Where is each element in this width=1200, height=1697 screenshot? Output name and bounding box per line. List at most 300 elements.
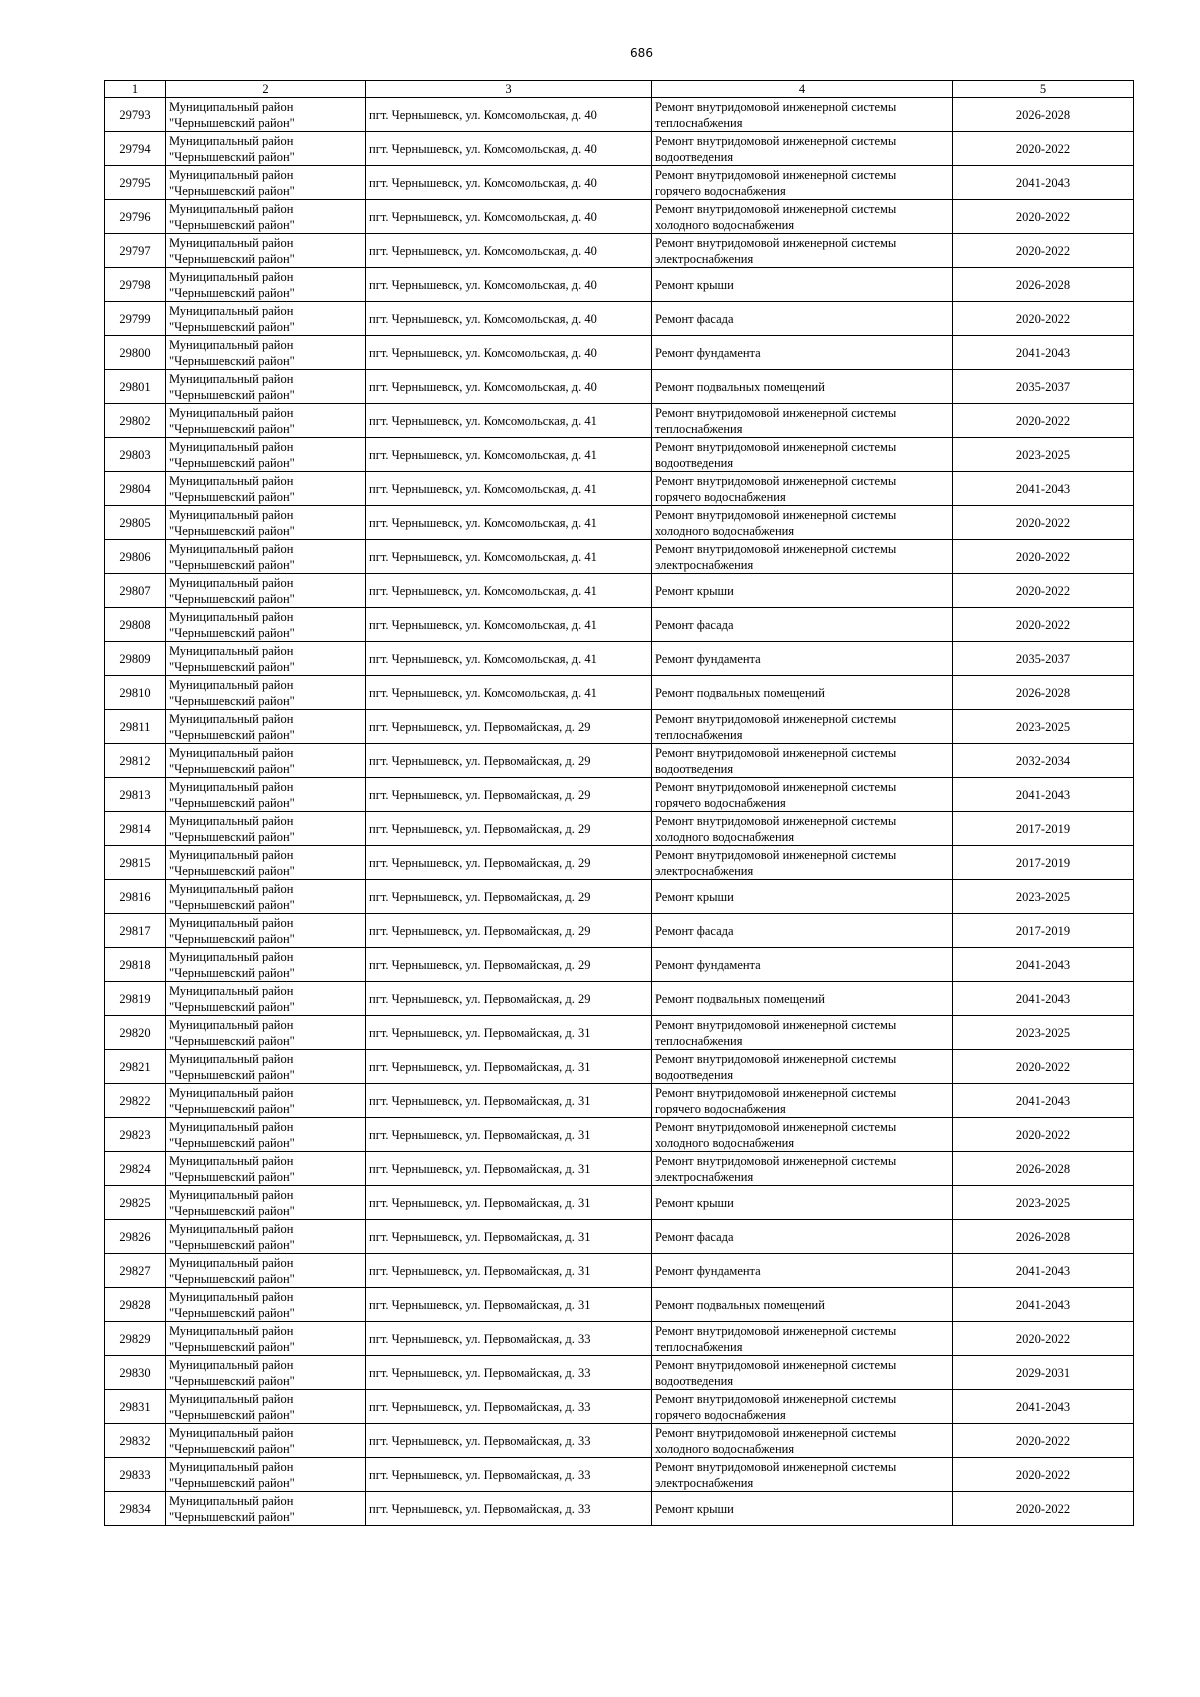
work-type-line: теплоснабжения <box>655 1033 743 1048</box>
work-type-cell <box>652 1322 953 1356</box>
work-type-line: горячего водоснабжения <box>655 183 786 198</box>
work-type-cell <box>652 1152 953 1186</box>
table-row <box>105 200 1134 234</box>
row-number-cell: 29806 <box>105 540 166 574</box>
row-number-cell: 29799 <box>105 302 166 336</box>
district-cell <box>166 744 366 778</box>
district-cell <box>166 1492 366 1526</box>
row-number-cell: 29834 <box>105 1492 166 1526</box>
row-number-cell: 29803 <box>105 438 166 472</box>
period-cell: 2017-2019 <box>953 812 1134 846</box>
row-number-cell: 29828 <box>105 1288 166 1322</box>
district-line: "Чернышевский район" <box>169 897 295 912</box>
work-type-cell <box>652 404 953 438</box>
work-type-cell <box>652 268 953 302</box>
address-cell: пгт. Чернышевск, ул. Первомайская, д. 31 <box>366 1288 652 1322</box>
row-number-cell: 29830 <box>105 1356 166 1390</box>
district-cell <box>166 1424 366 1458</box>
work-type-line: холодного водоснабжения <box>655 829 795 844</box>
district-line: "Чернышевский район" <box>169 727 295 742</box>
period-cell: 2020-2022 <box>953 234 1134 268</box>
work-type-line: горячего водоснабжения <box>655 1101 786 1116</box>
work-type-line: Ремонт внутридомовой инженерной системы <box>655 1391 897 1406</box>
period-cell: 2020-2022 <box>953 132 1134 166</box>
district-line: "Чернышевский район" <box>169 625 295 640</box>
column-header: 4 <box>652 81 953 98</box>
row-number-cell: 29809 <box>105 642 166 676</box>
district-cell <box>166 1390 366 1424</box>
work-type-line: теплоснабжения <box>655 115 743 130</box>
period-cell: 2041-2043 <box>953 1254 1134 1288</box>
period-cell: 2017-2019 <box>953 914 1134 948</box>
row-number-cell: 29829 <box>105 1322 166 1356</box>
work-type-cell <box>652 1186 953 1220</box>
work-type-line: холодного водоснабжения <box>655 1135 795 1150</box>
district-line: "Чернышевский район" <box>169 1373 295 1388</box>
table-row <box>105 98 1134 132</box>
address-cell: пгт. Чернышевск, ул. Комсомольская, д. 41 <box>366 574 652 608</box>
period-cell: 2020-2022 <box>953 608 1134 642</box>
district-cell <box>166 472 366 506</box>
row-number-cell: 29823 <box>105 1118 166 1152</box>
row-number-cell: 29827 <box>105 1254 166 1288</box>
work-type-cell <box>652 1254 953 1288</box>
district-cell <box>166 1016 366 1050</box>
work-type-line: Ремонт внутридомовой инженерной системы <box>655 473 897 488</box>
table-row <box>105 676 1134 710</box>
district-cell <box>166 132 366 166</box>
address-cell: пгт. Чернышевск, ул. Комсомольская, д. 40 <box>366 268 652 302</box>
district-line: "Чернышевский район" <box>169 115 295 130</box>
row-number-cell: 29821 <box>105 1050 166 1084</box>
work-type-line: горячего водоснабжения <box>655 489 786 504</box>
table-row <box>105 438 1134 472</box>
district-cell <box>166 268 366 302</box>
table-row <box>105 1390 1134 1424</box>
work-type-cell <box>652 948 953 982</box>
row-number-cell: 29797 <box>105 234 166 268</box>
address-cell: пгт. Чернышевск, ул. Первомайская, д. 33 <box>366 1458 652 1492</box>
address-cell: пгт. Чернышевск, ул. Первомайская, д. 33 <box>366 1424 652 1458</box>
work-type-line: электроснабжения <box>655 557 754 572</box>
period-cell: 2023-2025 <box>953 438 1134 472</box>
work-type-cell <box>652 1458 953 1492</box>
district-cell <box>166 302 366 336</box>
district-line: "Чернышевский район" <box>169 251 295 266</box>
district-line: Муниципальный район <box>169 1085 294 1100</box>
work-type-cell <box>652 1288 953 1322</box>
row-number-cell: 29832 <box>105 1424 166 1458</box>
district-line: "Чернышевский район" <box>169 1237 295 1252</box>
district-line: Муниципальный район <box>169 677 294 692</box>
district-line: "Чернышевский район" <box>169 965 295 980</box>
work-type-cell <box>652 914 953 948</box>
table-row <box>105 778 1134 812</box>
district-cell <box>166 846 366 880</box>
district-line: "Чернышевский район" <box>169 1203 295 1218</box>
district-line: Муниципальный район <box>169 269 294 284</box>
row-number-cell: 29818 <box>105 948 166 982</box>
period-cell: 2041-2043 <box>953 336 1134 370</box>
work-type-cell <box>652 778 953 812</box>
district-cell <box>166 438 366 472</box>
period-cell: 2017-2019 <box>953 846 1134 880</box>
district-line: "Чернышевский район" <box>169 285 295 300</box>
table-row <box>105 1050 1134 1084</box>
district-line: Муниципальный район <box>169 711 294 726</box>
work-type-line: Ремонт крыши <box>655 277 734 292</box>
work-type-cell <box>652 1118 953 1152</box>
period-cell: 2026-2028 <box>953 1152 1134 1186</box>
district-line: Муниципальный район <box>169 439 294 454</box>
address-cell: пгт. Чернышевск, ул. Комсомольская, д. 41 <box>366 404 652 438</box>
work-type-line: Ремонт фасада <box>655 1229 734 1244</box>
period-cell: 2020-2022 <box>953 1458 1134 1492</box>
table-row <box>105 1084 1134 1118</box>
table-row <box>105 234 1134 268</box>
work-type-line: Ремонт внутридомовой инженерной системы <box>655 235 897 250</box>
table-row <box>105 1254 1134 1288</box>
work-type-cell <box>652 1492 953 1526</box>
period-cell: 2020-2022 <box>953 1424 1134 1458</box>
row-number-cell: 29794 <box>105 132 166 166</box>
table-row <box>105 574 1134 608</box>
address-cell: пгт. Чернышевск, ул. Комсомольская, д. 40 <box>366 234 652 268</box>
district-cell <box>166 608 366 642</box>
table-row <box>105 268 1134 302</box>
district-line: Муниципальный район <box>169 133 294 148</box>
district-line: "Чернышевский район" <box>169 489 295 504</box>
work-type-line: Ремонт внутридомовой инженерной системы <box>655 1459 897 1474</box>
work-type-line: теплоснабжения <box>655 421 743 436</box>
address-cell: пгт. Чернышевск, ул. Первомайская, д. 31 <box>366 1016 652 1050</box>
district-line: "Чернышевский район" <box>169 319 295 334</box>
work-type-cell <box>652 1084 953 1118</box>
period-cell: 2041-2043 <box>953 1288 1134 1322</box>
work-type-line: Ремонт внутридомовой инженерной системы <box>655 779 897 794</box>
address-cell: пгт. Чернышевск, ул. Комсомольская, д. 40 <box>366 302 652 336</box>
period-cell: 2020-2022 <box>953 1118 1134 1152</box>
district-cell <box>166 812 366 846</box>
district-line: Муниципальный район <box>169 1323 294 1338</box>
row-number-cell: 29802 <box>105 404 166 438</box>
work-type-line: Ремонт фасада <box>655 923 734 938</box>
period-cell: 2020-2022 <box>953 1050 1134 1084</box>
address-cell: пгт. Чернышевск, ул. Первомайская, д. 29 <box>366 914 652 948</box>
work-type-line: Ремонт внутридомовой инженерной системы <box>655 813 897 828</box>
district-line: "Чернышевский район" <box>169 1271 295 1286</box>
table-row <box>105 1220 1134 1254</box>
district-line: "Чернышевский район" <box>169 149 295 164</box>
district-cell <box>166 778 366 812</box>
address-cell: пгт. Чернышевск, ул. Первомайская, д. 33 <box>366 1492 652 1526</box>
district-line: Муниципальный район <box>169 915 294 930</box>
table-row <box>105 1492 1134 1526</box>
district-cell <box>166 1254 366 1288</box>
district-line: Муниципальный район <box>169 303 294 318</box>
period-cell: 2041-2043 <box>953 472 1134 506</box>
district-line: Муниципальный район <box>169 507 294 522</box>
address-cell: пгт. Чернышевск, ул. Первомайская, д. 31 <box>366 1220 652 1254</box>
district-line: "Чернышевский район" <box>169 557 295 572</box>
work-type-line: Ремонт фасада <box>655 617 734 632</box>
district-line: Муниципальный район <box>169 575 294 590</box>
district-line: "Чернышевский район" <box>169 999 295 1014</box>
district-line: Муниципальный район <box>169 813 294 828</box>
work-type-line: электроснабжения <box>655 251 754 266</box>
address-cell: пгт. Чернышевск, ул. Комсомольская, д. 40 <box>366 200 652 234</box>
work-type-cell <box>652 676 953 710</box>
period-cell: 2041-2043 <box>953 1084 1134 1118</box>
district-line: "Чернышевский район" <box>169 1339 295 1354</box>
row-number-cell: 29825 <box>105 1186 166 1220</box>
district-line: "Чернышевский район" <box>169 353 295 368</box>
district-line: "Чернышевский район" <box>169 795 295 810</box>
table-row <box>105 710 1134 744</box>
row-number-cell: 29813 <box>105 778 166 812</box>
table-row <box>105 948 1134 982</box>
work-type-cell <box>652 98 953 132</box>
work-type-line: Ремонт подвальных помещений <box>655 685 825 700</box>
work-type-line: водоотведения <box>655 761 734 776</box>
table-row <box>105 642 1134 676</box>
work-type-line: Ремонт подвальных помещений <box>655 379 825 394</box>
row-number-cell: 29831 <box>105 1390 166 1424</box>
district-line: Муниципальный район <box>169 201 294 216</box>
work-type-line: горячего водоснабжения <box>655 1407 786 1422</box>
table-row <box>105 540 1134 574</box>
district-line: Муниципальный район <box>169 745 294 760</box>
district-line: "Чернышевский район" <box>169 761 295 776</box>
address-cell: пгт. Чернышевск, ул. Первомайская, д. 29 <box>366 778 652 812</box>
address-cell: пгт. Чернышевск, ул. Комсомольская, д. 41 <box>366 472 652 506</box>
address-cell: пгт. Чернышевск, ул. Первомайская, д. 33 <box>366 1322 652 1356</box>
row-number-cell: 29798 <box>105 268 166 302</box>
district-cell <box>166 540 366 574</box>
row-number-cell: 29814 <box>105 812 166 846</box>
period-cell: 2041-2043 <box>953 982 1134 1016</box>
work-type-line: Ремонт внутридомовой инженерной системы <box>655 405 897 420</box>
work-type-cell <box>652 234 953 268</box>
address-cell: пгт. Чернышевск, ул. Комсомольская, д. 41 <box>366 540 652 574</box>
table-row <box>105 880 1134 914</box>
address-cell: пгт. Чернышевск, ул. Первомайская, д. 33 <box>366 1390 652 1424</box>
table-row <box>105 1356 1134 1390</box>
district-cell <box>166 506 366 540</box>
row-number-cell: 29804 <box>105 472 166 506</box>
district-cell <box>166 710 366 744</box>
table-row <box>105 1322 1134 1356</box>
district-cell <box>166 336 366 370</box>
work-type-cell <box>652 1424 953 1458</box>
work-type-line: водоотведения <box>655 455 734 470</box>
period-cell: 2020-2022 <box>953 574 1134 608</box>
work-type-line: Ремонт внутридомовой инженерной системы <box>655 201 897 216</box>
table-row <box>105 1152 1134 1186</box>
district-line: "Чернышевский район" <box>169 1033 295 1048</box>
address-cell: пгт. Чернышевск, ул. Первомайская, д. 31 <box>366 1254 652 1288</box>
period-cell: 2035-2037 <box>953 370 1134 404</box>
table-header-row <box>105 81 1134 98</box>
district-line: "Чернышевский район" <box>169 217 295 232</box>
work-type-line: Ремонт внутридомовой инженерной системы <box>655 1153 897 1168</box>
district-cell <box>166 1050 366 1084</box>
work-type-line: теплоснабжения <box>655 1339 743 1354</box>
row-number-cell: 29822 <box>105 1084 166 1118</box>
work-type-line: Ремонт внутридомовой инженерной системы <box>655 1119 897 1134</box>
district-line: Муниципальный район <box>169 609 294 624</box>
period-cell: 2041-2043 <box>953 1390 1134 1424</box>
row-number-cell: 29820 <box>105 1016 166 1050</box>
work-type-cell <box>652 982 953 1016</box>
district-line: Муниципальный район <box>169 541 294 556</box>
district-line: Муниципальный район <box>169 1459 294 1474</box>
district-line: "Чернышевский район" <box>169 1101 295 1116</box>
district-line: Муниципальный район <box>169 949 294 964</box>
work-type-cell <box>652 166 953 200</box>
district-line: "Чернышевский район" <box>169 659 295 674</box>
address-cell: пгт. Чернышевск, ул. Комсомольская, д. 41 <box>366 438 652 472</box>
work-type-line: Ремонт фундамента <box>655 957 761 972</box>
work-type-cell <box>652 336 953 370</box>
address-cell: пгт. Чернышевск, ул. Первомайская, д. 29 <box>366 710 652 744</box>
address-cell: пгт. Чернышевск, ул. Первомайская, д. 29 <box>366 812 652 846</box>
district-line: "Чернышевский район" <box>169 1067 295 1082</box>
work-type-line: электроснабжения <box>655 1475 754 1490</box>
period-cell: 2020-2022 <box>953 1492 1134 1526</box>
row-number-cell: 29800 <box>105 336 166 370</box>
work-type-cell <box>652 1220 953 1254</box>
period-cell: 2041-2043 <box>953 778 1134 812</box>
district-line: "Чернышевский район" <box>169 693 295 708</box>
district-line: "Чернышевский район" <box>169 387 295 402</box>
column-header: 3 <box>366 81 652 98</box>
district-cell <box>166 1458 366 1492</box>
address-cell: пгт. Чернышевск, ул. Комсомольская, д. 41 <box>366 642 652 676</box>
work-type-cell <box>652 846 953 880</box>
district-line: Муниципальный район <box>169 99 294 114</box>
district-line: Муниципальный район <box>169 1289 294 1304</box>
work-type-line: Ремонт подвальных помещений <box>655 991 825 1006</box>
address-cell: пгт. Чернышевск, ул. Первомайская, д. 29 <box>366 880 652 914</box>
district-cell <box>166 1084 366 1118</box>
work-type-line: Ремонт внутридомовой инженерной системы <box>655 507 897 522</box>
district-cell <box>166 1186 366 1220</box>
work-type-line: горячего водоснабжения <box>655 795 786 810</box>
work-type-line: водоотведения <box>655 1373 734 1388</box>
work-type-line: Ремонт крыши <box>655 889 734 904</box>
district-line: Муниципальный район <box>169 1187 294 1202</box>
work-type-line: Ремонт внутридомовой инженерной системы <box>655 1017 897 1032</box>
table-row <box>105 982 1134 1016</box>
table-row <box>105 608 1134 642</box>
address-cell: пгт. Чернышевск, ул. Первомайская, д. 31 <box>366 1118 652 1152</box>
work-type-cell <box>652 710 953 744</box>
work-type-cell <box>652 1390 953 1424</box>
row-number-cell: 29816 <box>105 880 166 914</box>
row-number-cell: 29819 <box>105 982 166 1016</box>
district-line: "Чернышевский район" <box>169 1305 295 1320</box>
district-cell <box>166 200 366 234</box>
work-type-cell <box>652 438 953 472</box>
column-header: 1 <box>105 81 166 98</box>
district-line: "Чернышевский район" <box>169 183 295 198</box>
address-cell: пгт. Чернышевск, ул. Первомайская, д. 29 <box>366 948 652 982</box>
table-body <box>105 98 1134 1526</box>
district-cell <box>166 574 366 608</box>
district-cell <box>166 370 366 404</box>
district-line: Муниципальный район <box>169 235 294 250</box>
district-line: "Чернышевский район" <box>169 931 295 946</box>
work-type-line: Ремонт внутридомовой инженерной системы <box>655 99 897 114</box>
period-cell: 2020-2022 <box>953 200 1134 234</box>
work-type-cell <box>652 744 953 778</box>
address-cell: пгт. Чернышевск, ул. Комсомольская, д. 40 <box>366 166 652 200</box>
work-type-line: Ремонт внутридомовой инженерной системы <box>655 439 897 454</box>
work-type-cell <box>652 1016 953 1050</box>
period-cell: 2035-2037 <box>953 642 1134 676</box>
district-cell <box>166 166 366 200</box>
district-cell <box>166 1356 366 1390</box>
district-cell <box>166 642 366 676</box>
work-type-cell <box>652 574 953 608</box>
district-cell <box>166 1152 366 1186</box>
address-cell: пгт. Чернышевск, ул. Комсомольская, д. 41 <box>366 676 652 710</box>
district-cell <box>166 1288 366 1322</box>
table-row <box>105 1458 1134 1492</box>
work-type-line: водоотведения <box>655 1067 734 1082</box>
work-type-cell <box>652 1050 953 1084</box>
work-type-line: Ремонт фундамента <box>655 345 761 360</box>
work-type-line: Ремонт фундамента <box>655 651 761 666</box>
district-line: "Чернышевский район" <box>169 1441 295 1456</box>
work-type-line: холодного водоснабжения <box>655 523 795 538</box>
district-line: Муниципальный район <box>169 1391 294 1406</box>
district-cell <box>166 880 366 914</box>
table-row <box>105 132 1134 166</box>
district-line: "Чернышевский район" <box>169 421 295 436</box>
row-number-cell: 29808 <box>105 608 166 642</box>
work-type-cell <box>652 506 953 540</box>
period-cell: 2023-2025 <box>953 710 1134 744</box>
district-line: Муниципальный район <box>169 1017 294 1032</box>
address-cell: пгт. Чернышевск, ул. Комсомольская, д. 40 <box>366 370 652 404</box>
district-cell <box>166 1322 366 1356</box>
work-type-line: холодного водоснабжения <box>655 1441 795 1456</box>
work-type-line: Ремонт фундамента <box>655 1263 761 1278</box>
period-cell: 2023-2025 <box>953 880 1134 914</box>
period-cell: 2032-2034 <box>953 744 1134 778</box>
address-cell: пгт. Чернышевск, ул. Комсомольская, д. 41 <box>366 506 652 540</box>
district-line: Муниципальный район <box>169 1357 294 1372</box>
work-type-line: электроснабжения <box>655 1169 754 1184</box>
row-number-cell: 29812 <box>105 744 166 778</box>
row-number-cell: 29811 <box>105 710 166 744</box>
address-cell: пгт. Чернышевск, ул. Первомайская, д. 31 <box>366 1152 652 1186</box>
work-type-cell <box>652 200 953 234</box>
work-type-cell <box>652 608 953 642</box>
period-cell: 2020-2022 <box>953 302 1134 336</box>
period-cell: 2029-2031 <box>953 1356 1134 1390</box>
district-cell <box>166 234 366 268</box>
district-line: Муниципальный район <box>169 1425 294 1440</box>
row-number-cell: 29801 <box>105 370 166 404</box>
district-line: "Чернышевский район" <box>169 1475 295 1490</box>
district-line: "Чернышевский район" <box>169 523 295 538</box>
district-line: Муниципальный район <box>169 405 294 420</box>
table-row <box>105 472 1134 506</box>
row-number-cell: 29833 <box>105 1458 166 1492</box>
